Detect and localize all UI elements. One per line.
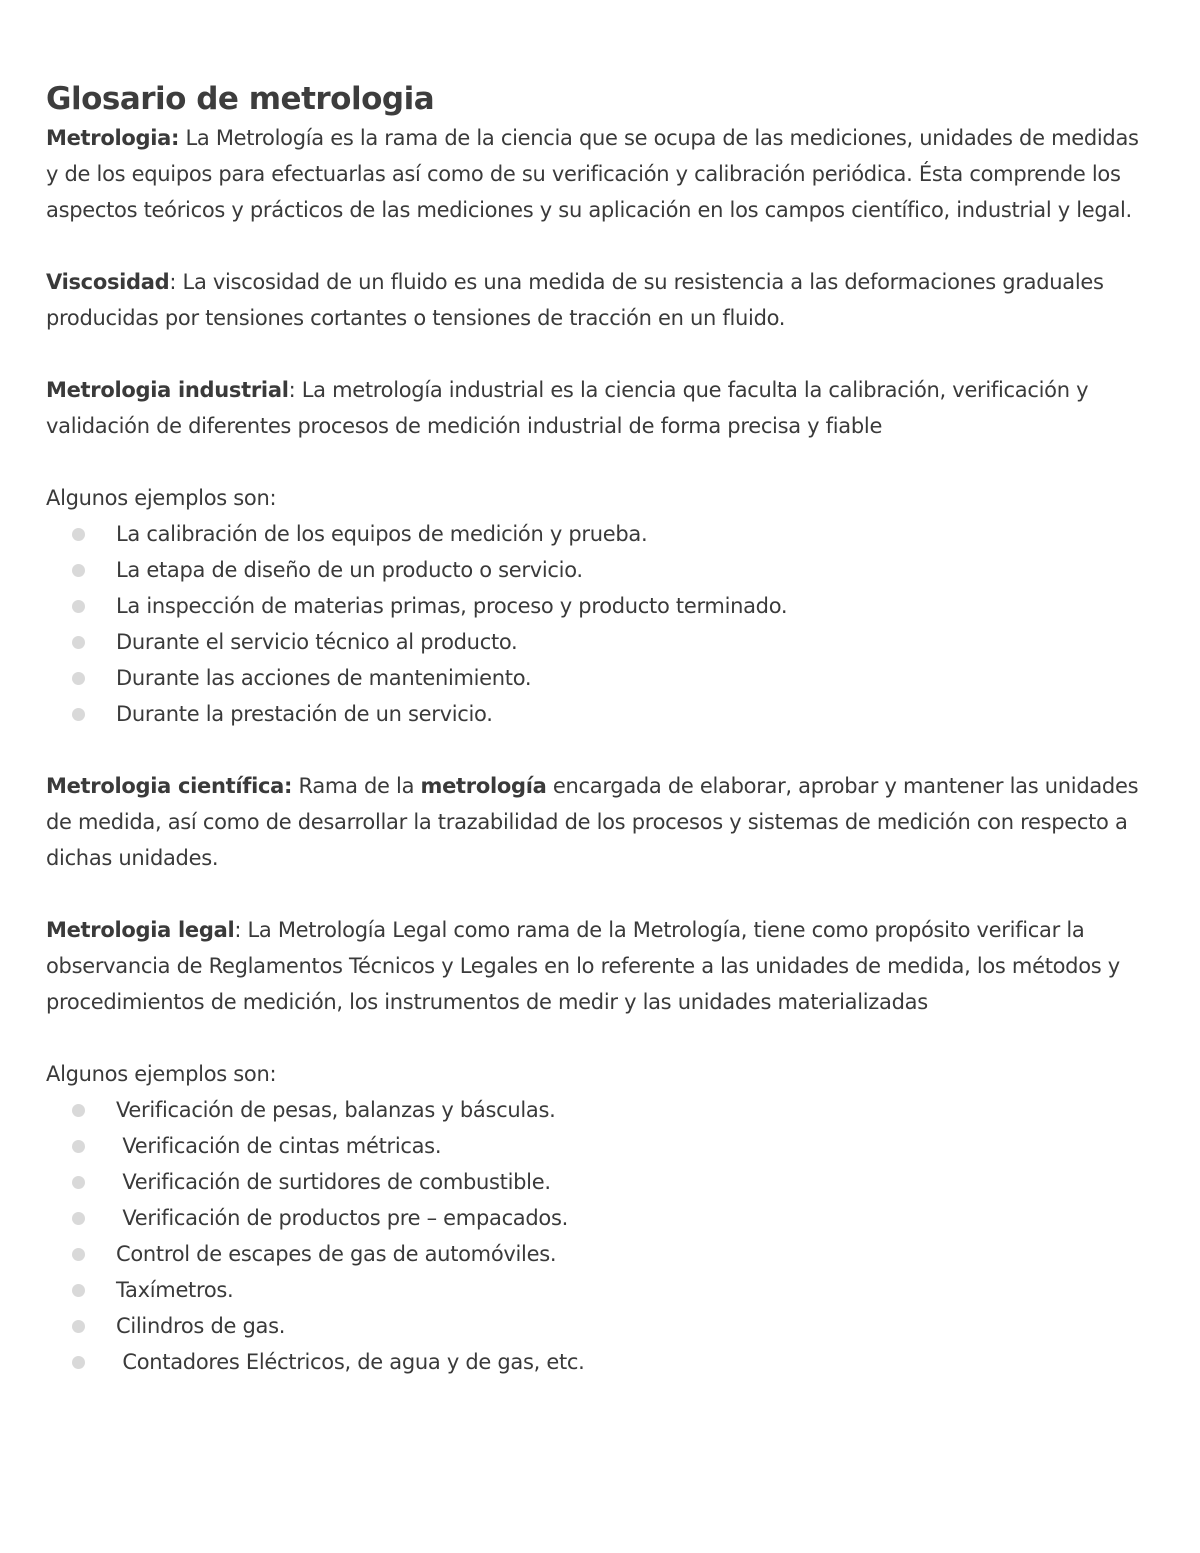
list-item: La calibración de los equipos de medición y prueba. <box>46 516 1154 552</box>
list-item: Taxímetros. <box>46 1272 1154 1308</box>
bullet-icon <box>72 672 85 685</box>
cientifica-term: Metrologia científica: <box>46 774 293 798</box>
list-item: Verificación de cintas métricas. <box>46 1128 1154 1164</box>
legal-definition <box>46 912 1154 1020</box>
list-item: Durante la prestación de un servicio. <box>46 696 1154 732</box>
bullet-icon <box>72 1212 85 1225</box>
legal-text: : La Metrología Legal como rama de la Metrología, tiene como propósito verificar la observancia de Reglamentos Técnicos y Legales en lo referente a las unidades de medida, los métodos y procedimientos de medición, los instrumentos de medir y las unidades materializadas <box>46 918 1120 1014</box>
list-item: Verificación de productos pre – empacados. <box>46 1200 1154 1236</box>
list-item: Control de escapes de gas de automóviles. <box>46 1236 1154 1272</box>
bullet-icon <box>72 1248 85 1261</box>
viscosidad-text: : La viscosidad de un fluido es una medida de su resistencia a las deformaciones graduales producidas por tensiones cortantes o tensiones de tracción en un fluido. <box>46 270 1104 330</box>
bullet-icon <box>72 708 85 721</box>
list-item: Verificación de surtidores de combustible. <box>46 1164 1154 1200</box>
bullet-icon <box>72 636 85 649</box>
bullet-icon <box>72 1140 85 1153</box>
list-item: La inspección de materias primas, proceso y producto terminado. <box>46 588 1154 624</box>
bullet-icon <box>72 528 85 541</box>
list-item: Durante el servicio técnico al producto. <box>46 624 1154 660</box>
list-item: Verificación de pesas, balanzas y básculas. <box>46 1092 1154 1128</box>
list-item: Durante las acciones de mantenimiento. <box>46 660 1154 696</box>
list-item: La etapa de diseño de un producto o servicio. <box>46 552 1154 588</box>
bullet-icon <box>72 1356 85 1369</box>
list-item: Contadores Eléctricos, de agua y de gas, etc. <box>46 1344 1154 1380</box>
bullet-icon <box>72 564 85 577</box>
industrial-examples-list <box>46 516 1154 732</box>
bullet-icon <box>72 1176 85 1189</box>
viscosidad-definition <box>46 264 1154 336</box>
bullet-icon <box>72 600 85 613</box>
industrial-term: Metrologia industrial <box>46 378 289 402</box>
page-title: Glosario de metrologia <box>46 81 435 117</box>
legal-examples-label: Algunos ejemplos son: <box>46 1062 277 1086</box>
bullet-icon <box>72 1104 85 1117</box>
metrologia-definition <box>46 120 1154 228</box>
industrial-examples-label: Algunos ejemplos son: <box>46 486 277 510</box>
legal-term: Metrologia legal <box>46 918 235 942</box>
cientifica-bold-word: metrología <box>420 774 547 798</box>
bullet-icon <box>72 1320 85 1333</box>
industrial-definition <box>46 372 1154 444</box>
industrial-text: : La metrología industrial es la ciencia que faculta la calibración, verificación y validación de diferentes procesos de medición industrial de forma precisa y fiable <box>46 378 1089 438</box>
metrologia-text: La Metrología es la rama de la ciencia que se ocupa de las mediciones, unidades de medidas y de los equipos para efectuarlas así como de su verificación y calibración periódica. Ésta comprende los aspectos teóricos y prácticos de las mediciones y su aplicación en los campos científico, industrial y legal. <box>46 126 1139 222</box>
bullet-icon <box>72 1284 85 1297</box>
metrologia-term: Metrologia: <box>46 126 180 150</box>
viscosidad-term: Viscosidad <box>46 270 170 294</box>
cientifica-definition: Metrologia científica: Rama de la metrología encargada de elaborar, aprobar y mantener las unidades de medida, así como de desarrollar la trazabilidad de los procesos y sistemas de medición con respecto a dichas unidades. <box>46 774 1139 870</box>
list-item: Cilindros de gas. <box>46 1308 1154 1344</box>
legal-examples-list <box>46 1092 1154 1380</box>
